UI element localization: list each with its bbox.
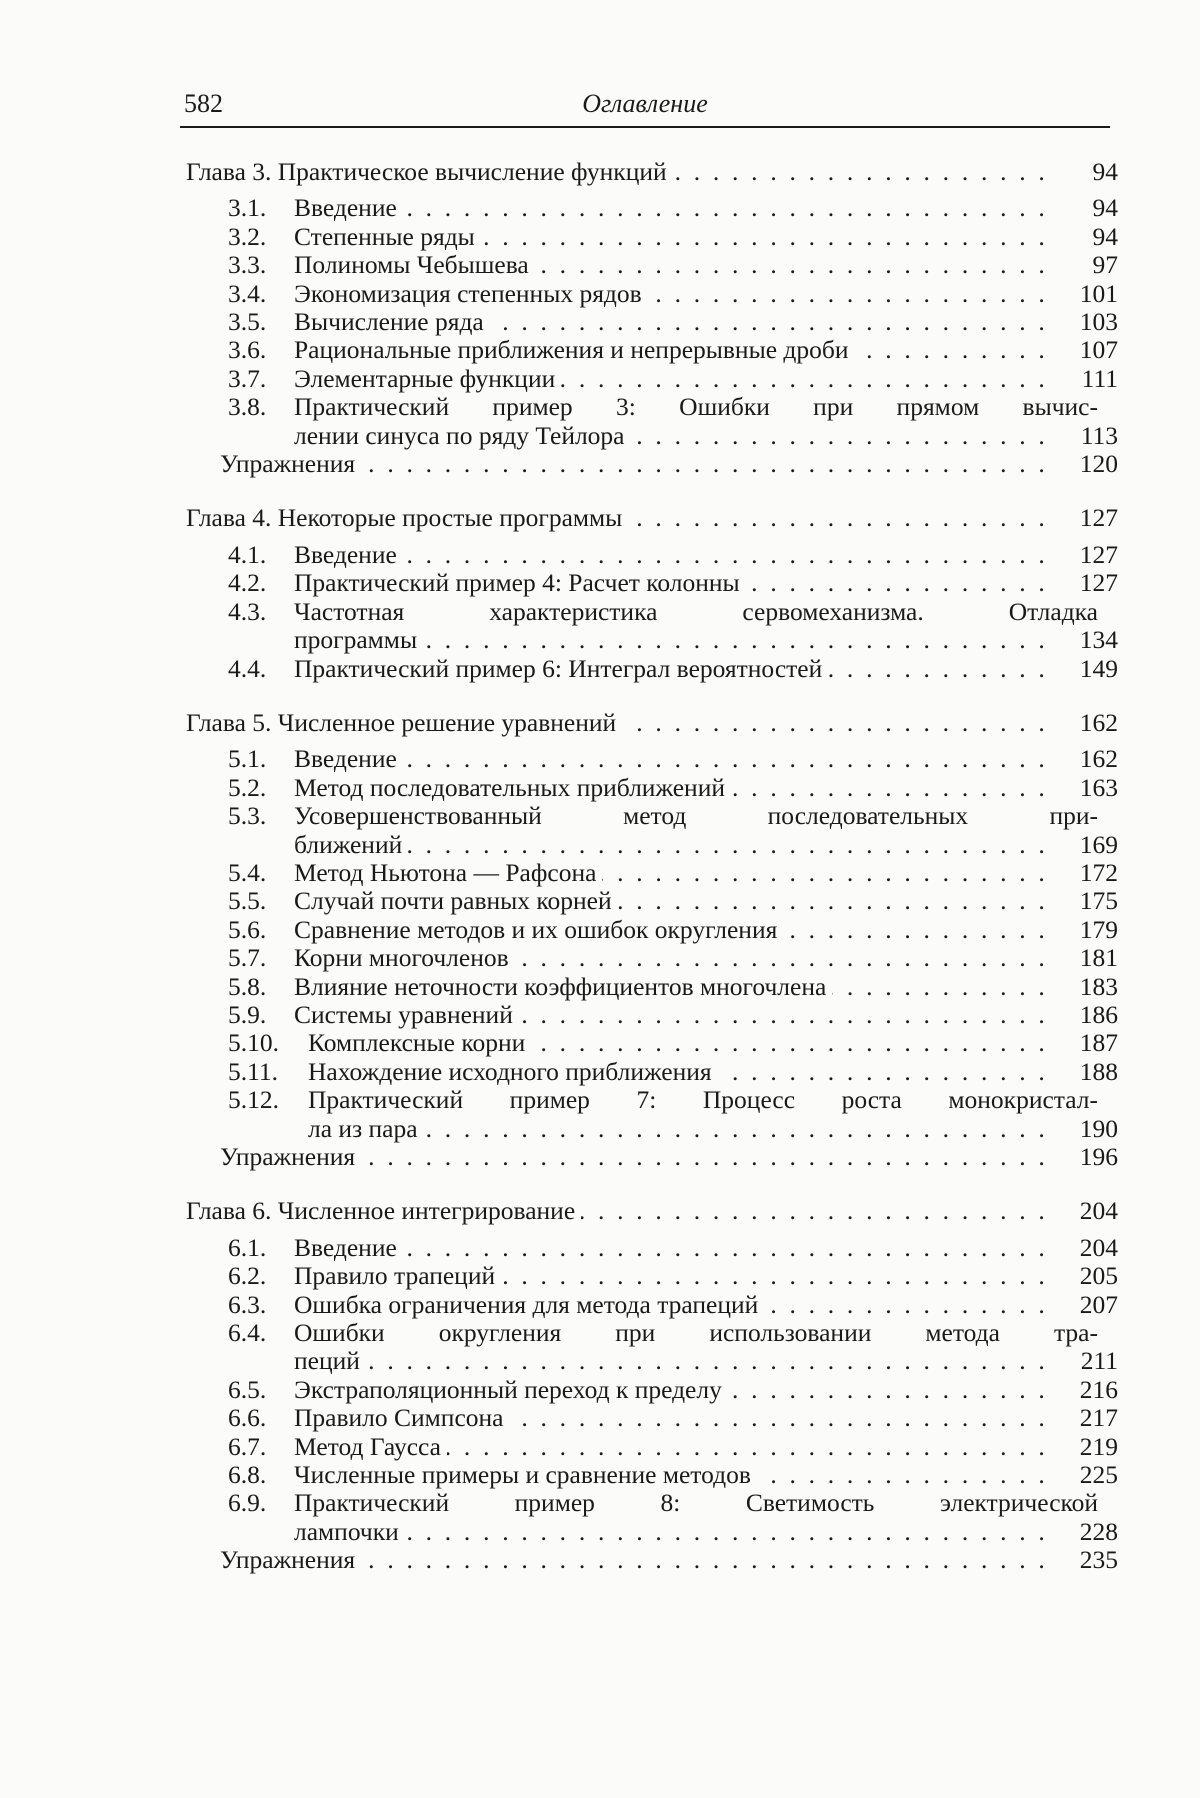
toc-entry [186, 1433, 1118, 1461]
section-page: 107 [1079, 335, 1118, 365]
chapter-block [186, 158, 1118, 478]
entry-label [228, 280, 648, 308]
toc-entry [186, 393, 1118, 450]
entry-line [294, 1347, 1118, 1375]
section-title: Введение [294, 193, 397, 223]
section-title: Полиномы Чебышева [294, 250, 529, 280]
dot-leader [828, 655, 1048, 683]
entry-label [228, 1461, 757, 1489]
entry-label [228, 774, 731, 802]
dot-leader [746, 569, 1048, 597]
section-number: 6.2. [228, 1261, 267, 1291]
section-list [186, 194, 1118, 478]
chapter-page: 94 [1092, 157, 1118, 186]
section-number: 5.10. [228, 1028, 279, 1058]
section-page: 225 [1079, 1460, 1118, 1490]
section-page: 127 [1079, 568, 1118, 598]
entry-label [228, 1404, 510, 1432]
section-title: Правило Симпсона [294, 1403, 504, 1433]
toc-entry [186, 1029, 1118, 1057]
dot-leader [718, 1058, 1048, 1086]
entry-line [308, 1115, 1118, 1143]
toc-entry [186, 251, 1118, 279]
section-page: 113 [1080, 420, 1118, 450]
chapter-page: 127 [1079, 503, 1118, 533]
section-title: Нахождение исходного приближения [308, 1056, 712, 1086]
section-page: 149 [1079, 653, 1118, 683]
section-number: 5.9. [228, 999, 267, 1029]
dot-leader [648, 280, 1048, 308]
entry-label [228, 859, 602, 887]
section-page: 97 [1092, 250, 1118, 280]
section-title: Случай почти равных корней [294, 886, 612, 916]
section-page: 211 [1080, 1346, 1118, 1376]
dot-leader [731, 774, 1048, 802]
dot-leader [361, 1143, 1048, 1171]
entry-label [228, 569, 746, 597]
section-title-line2: программы [294, 625, 418, 655]
chapter-page: 204 [1079, 1196, 1118, 1226]
section-number: 6.8. [228, 1460, 267, 1490]
dot-leader [403, 194, 1048, 222]
exercises-entry [186, 450, 1118, 478]
dot-leader [490, 308, 1048, 336]
section-title: Правило трапеций [294, 1261, 496, 1291]
toc-entry [186, 1291, 1118, 1319]
exercises-title: Упражнения [220, 1142, 356, 1171]
toc-entry [186, 598, 1118, 655]
dot-leader [501, 1262, 1048, 1290]
section-title: Системы уравнений [294, 999, 513, 1029]
chapter-title: Глава 5. Численное решение уравнений [186, 707, 617, 737]
toc-entry [186, 1376, 1118, 1404]
section-page: 162 [1079, 744, 1118, 774]
toc-entry [186, 569, 1118, 597]
entry-continuation [228, 831, 1118, 859]
section-title-line1: Усовершенствованный метод последовательных при- [294, 801, 1098, 831]
page-number: 582 [184, 89, 223, 118]
entry-label [228, 655, 828, 683]
section-page: 101 [1079, 278, 1118, 308]
section-title-line2: ла из пара [308, 1113, 418, 1143]
toc-entry [186, 1234, 1118, 1262]
entry-label [228, 1433, 447, 1461]
entry-continuation [228, 1347, 1118, 1375]
entry-label [228, 541, 403, 569]
toc-entry [186, 1001, 1118, 1029]
section-title-line1: Практический пример 7: Процесс роста монокристал- [308, 1085, 1098, 1115]
section-page: 190 [1079, 1113, 1118, 1143]
entry-label [228, 223, 481, 251]
toc-entry [186, 1262, 1118, 1290]
dot-leader [855, 336, 1048, 364]
dot-leader [757, 1461, 1048, 1489]
dot-leader [515, 944, 1048, 972]
chapter-heading [186, 1197, 1118, 1225]
section-title-line1: Ошибки округления при использовании метода тра- [294, 1318, 1098, 1348]
entry-label [228, 365, 561, 393]
section-page: 172 [1079, 857, 1118, 887]
dot-leader [581, 1197, 1048, 1225]
dot-leader [832, 973, 1048, 1001]
entry-label [228, 1376, 728, 1404]
toc-entry [186, 1461, 1118, 1489]
entry-first-line [228, 393, 1098, 421]
section-number: 5.7. [228, 943, 267, 973]
entry-continuation [228, 1518, 1118, 1546]
section-title: Рациональные приближения и непрерывные дроби [294, 335, 849, 365]
chapter-block [186, 709, 1118, 1172]
section-number: 3.1. [228, 193, 267, 223]
section-title-line2: пеций [294, 1346, 360, 1376]
section-number: 3.6. [228, 335, 267, 365]
section-page: 183 [1079, 971, 1118, 1001]
section-title: Корни многочленов [294, 943, 509, 973]
section-title: Метод Ньютона — Рафсона [294, 857, 597, 887]
dot-leader [408, 831, 1048, 859]
section-page: 127 [1079, 539, 1118, 569]
section-page: 103 [1079, 307, 1118, 337]
chapter-title: Глава 4. Некоторые простые программы [186, 503, 623, 533]
toc-entry [186, 1319, 1118, 1376]
section-page: 179 [1079, 914, 1118, 944]
dot-leader [631, 422, 1048, 450]
section-number: 5.3. [228, 801, 267, 831]
exercises-entry [186, 1546, 1118, 1574]
section-number: 6.1. [228, 1232, 267, 1262]
section-title: Введение [294, 539, 397, 569]
section-number: 4.4. [228, 653, 267, 683]
entry-label [228, 1058, 718, 1086]
chapter-title: Глава 3. Практическое вычисление функций [186, 157, 667, 186]
chapter-title: Глава 6. Численное интегрирование [186, 1196, 576, 1226]
toc-entry [186, 916, 1118, 944]
section-page: 207 [1079, 1289, 1118, 1319]
section-title: Экономизация степенных рядов [294, 278, 642, 308]
section-number: 5.6. [228, 914, 267, 944]
dot-leader [673, 158, 1048, 186]
chapter-heading [186, 158, 1118, 186]
section-title-line1: Частотная характеристика сервомеханизма. Отладка [294, 596, 1098, 626]
section-page: 134 [1079, 625, 1118, 655]
section-number: 3.8. [228, 392, 267, 422]
entry-first-line [228, 1319, 1098, 1347]
section-title: Степенные ряды [294, 221, 475, 251]
entry-first-line [228, 1489, 1098, 1517]
section-number: 5.4. [228, 857, 267, 887]
entry-first-line [228, 598, 1098, 626]
chapter-block [186, 504, 1118, 682]
section-number: 6.3. [228, 1289, 267, 1319]
toc-entry [186, 859, 1118, 887]
section-number: 4.3. [228, 596, 267, 626]
section-page: 219 [1079, 1431, 1118, 1461]
exercises-title: Упражнения [220, 1545, 356, 1575]
toc-entry [186, 541, 1118, 569]
exercises-page: 120 [1079, 449, 1118, 479]
dot-leader [764, 1291, 1048, 1319]
exercises-page: 235 [1079, 1545, 1118, 1575]
entry-label [228, 1234, 403, 1262]
section-number: 6.5. [228, 1374, 267, 1404]
dot-leader [602, 859, 1048, 887]
section-title-line1: Практический пример 8: Светимость электрической [294, 1488, 1098, 1518]
section-number: 6.7. [228, 1431, 267, 1461]
entry-label [228, 251, 535, 279]
entry-label [228, 745, 403, 773]
section-page: 94 [1092, 221, 1118, 251]
entry-label [228, 1001, 519, 1029]
chapter-heading [186, 504, 1118, 532]
section-number: 3.3. [228, 250, 267, 280]
toc-entry [186, 365, 1118, 393]
section-page: 205 [1079, 1261, 1118, 1291]
entry-first-line [228, 1086, 1098, 1114]
section-page: 181 [1079, 943, 1118, 973]
section-title: Ошибка ограничения для метода трапеций [294, 1289, 759, 1319]
entry-first-line [228, 802, 1098, 830]
toc-entry [186, 774, 1118, 802]
section-number: 6.9. [228, 1488, 267, 1518]
section-number: 4.2. [228, 568, 267, 598]
toc-entry [186, 655, 1118, 683]
dot-leader [366, 1347, 1048, 1375]
section-page: 228 [1079, 1516, 1118, 1546]
entry-label [228, 1291, 764, 1319]
section-title: Влияние неточности коэффициентов многочлена [294, 971, 827, 1001]
section-page: 163 [1079, 772, 1118, 802]
dot-leader [405, 1518, 1048, 1546]
section-title: Экстраполяционный переход к пределу [294, 1374, 722, 1404]
section-title-line1: Практический пример 3: Ошибки при прямом вычис- [294, 392, 1098, 422]
section-number: 3.5. [228, 307, 267, 337]
running-header [180, 86, 1110, 128]
chapter-block [186, 1197, 1118, 1574]
dot-leader [361, 1546, 1048, 1574]
section-title: Сравнение методов и их ошибок округления [294, 914, 778, 944]
section-page: 111 [1081, 363, 1118, 393]
toc-entry [186, 745, 1118, 773]
entry-line [294, 831, 1118, 859]
section-number: 3.4. [228, 278, 267, 308]
dot-leader [622, 709, 1048, 737]
dot-leader [403, 1234, 1048, 1262]
section-page: 204 [1079, 1232, 1118, 1262]
dot-leader [403, 541, 1048, 569]
dot-leader [531, 1029, 1048, 1057]
section-number: 6.4. [228, 1318, 267, 1348]
dot-leader [361, 450, 1048, 478]
entry-line [294, 626, 1118, 654]
toc-entry [186, 887, 1118, 915]
entry-line [294, 1518, 1118, 1546]
section-title: Метод Гаусса [294, 1431, 441, 1461]
section-title: Вычисление ряда [294, 307, 484, 337]
section-number: 5.5. [228, 886, 267, 916]
section-page: 94 [1092, 193, 1118, 223]
section-number: 3.7. [228, 363, 267, 393]
section-title: Введение [294, 1232, 397, 1262]
dot-leader [561, 365, 1048, 393]
section-list [186, 1234, 1118, 1575]
entry-continuation [228, 422, 1118, 450]
section-number: 5.12. [228, 1085, 279, 1115]
exercises-title: Упражнения [220, 449, 356, 479]
dot-leader [403, 745, 1048, 773]
section-title: Практический пример 4: Расчет колонны [294, 568, 740, 598]
running-title: Оглавление [582, 89, 708, 118]
toc-entry [186, 336, 1118, 364]
entry-label [228, 944, 515, 972]
entry-label [228, 194, 403, 222]
section-page: 186 [1079, 999, 1118, 1029]
section-number: 5.8. [228, 971, 267, 1001]
entry-label [228, 916, 783, 944]
entry-label [228, 336, 855, 364]
toc-entry [186, 1086, 1118, 1143]
section-title: Метод последовательных приближений [294, 772, 725, 802]
toc-entry [186, 802, 1118, 859]
entry-continuation [228, 1115, 1118, 1143]
table-of-contents [186, 158, 1118, 1575]
entry-label [228, 887, 618, 915]
dot-leader [447, 1433, 1048, 1461]
entry-label [228, 1029, 531, 1057]
section-title-line2: ближений [294, 829, 403, 859]
chapter-page: 162 [1079, 707, 1118, 737]
exercises-page: 196 [1079, 1142, 1118, 1171]
section-title: Практический пример 6: Интеграл вероятностей [294, 653, 823, 683]
section-list [186, 541, 1118, 683]
section-list [186, 745, 1118, 1171]
section-number: 5.1. [228, 744, 267, 774]
toc-entry [186, 973, 1118, 1001]
entry-continuation [228, 626, 1118, 654]
toc-entry [186, 308, 1118, 336]
section-title: Элементарные функции [294, 363, 556, 393]
section-page: 175 [1079, 886, 1118, 916]
section-number: 5.11. [228, 1056, 279, 1086]
dot-leader [728, 1376, 1048, 1404]
section-title: Численные примеры и сравнение методов [294, 1460, 751, 1490]
toc-entry [186, 194, 1118, 222]
section-number: 5.2. [228, 772, 267, 802]
toc-entry [186, 944, 1118, 972]
toc-entry [186, 1404, 1118, 1432]
dot-leader [519, 1001, 1048, 1029]
toc-entry [186, 280, 1118, 308]
dot-leader [783, 916, 1048, 944]
section-title-line2: лении синуса по ряду Тейлора [294, 420, 625, 450]
toc-entry [186, 223, 1118, 251]
entry-label [228, 308, 490, 336]
section-number: 4.1. [228, 539, 267, 569]
dot-leader [510, 1404, 1049, 1432]
chapter-heading [186, 709, 1118, 737]
section-page: 169 [1079, 829, 1118, 859]
toc-entry [186, 1489, 1118, 1546]
section-page: 188 [1079, 1056, 1118, 1086]
section-title: Комплексные корни [308, 1028, 526, 1058]
toc-entry [186, 1058, 1118, 1086]
section-title: Введение [294, 744, 397, 774]
entry-label [228, 973, 832, 1001]
section-page: 217 [1079, 1403, 1118, 1433]
dot-leader [618, 887, 1048, 915]
dot-leader [481, 223, 1048, 251]
section-page: 187 [1079, 1028, 1118, 1058]
entry-label [228, 1262, 501, 1290]
dot-leader [424, 1115, 1048, 1143]
exercises-entry [186, 1143, 1118, 1171]
dot-leader [628, 504, 1048, 532]
dot-leader [535, 251, 1048, 279]
section-page: 216 [1079, 1374, 1118, 1404]
section-number: 6.6. [228, 1403, 267, 1433]
section-title-line2: лампочки [294, 1516, 399, 1546]
dot-leader [423, 626, 1048, 654]
section-number: 3.2. [228, 221, 267, 251]
entry-line [294, 422, 1118, 450]
